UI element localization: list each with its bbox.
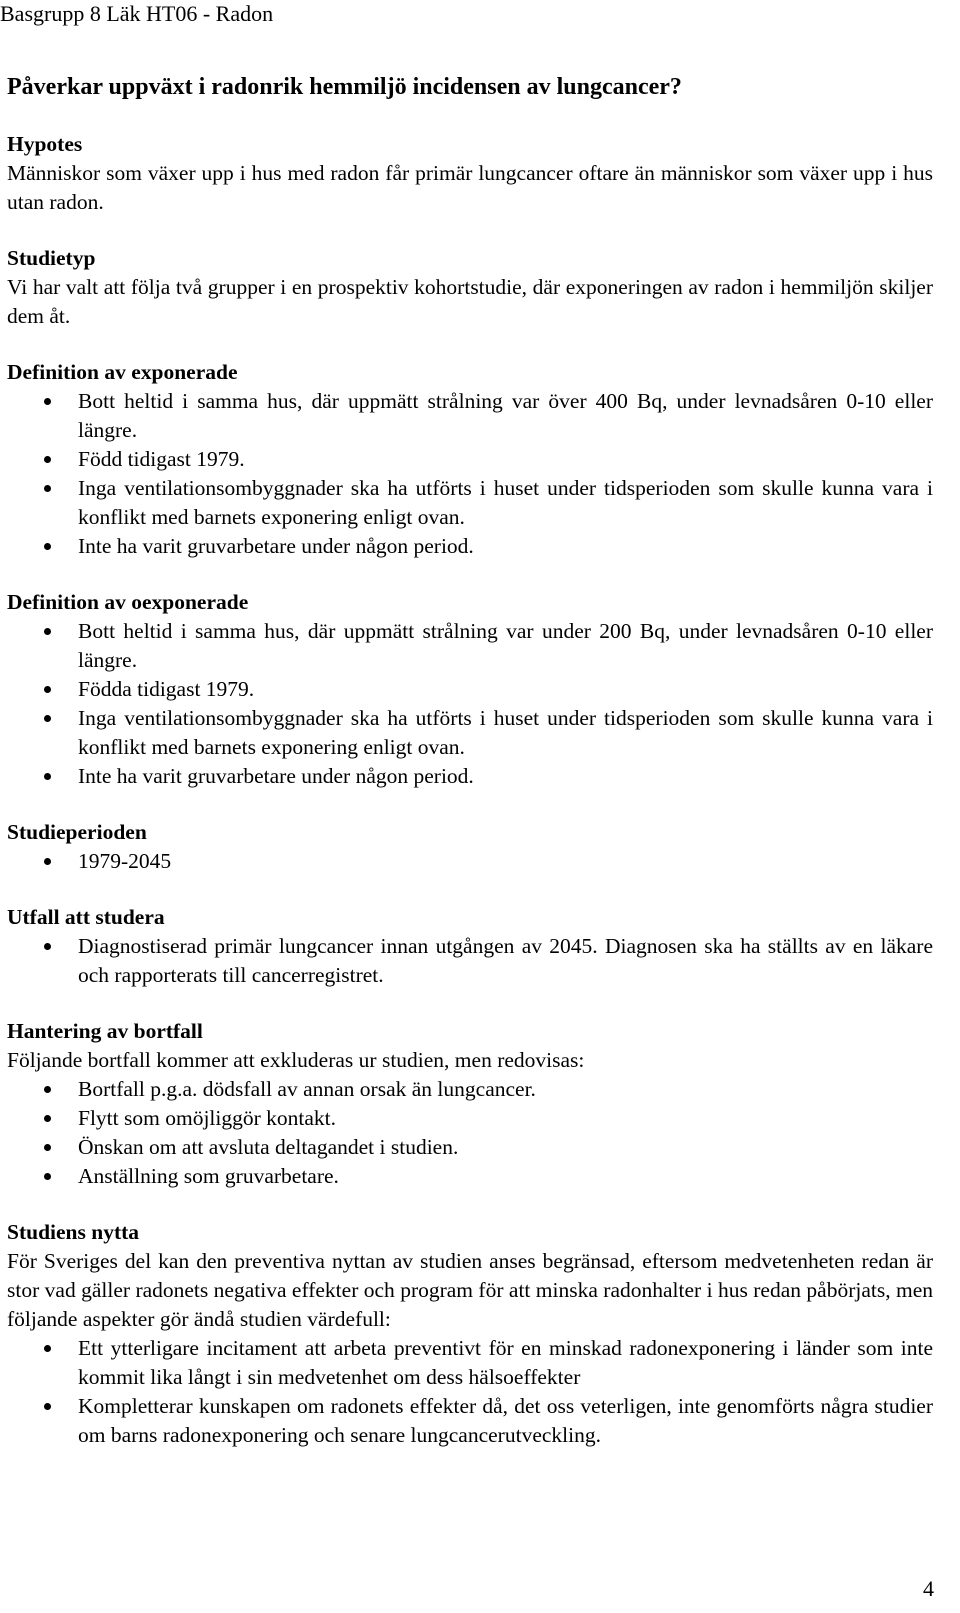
list-item-text: 1979-2045 [78, 849, 172, 873]
section-heading: Studietyp [7, 246, 96, 270]
bullet-list [7, 847, 933, 876]
bullet-list [7, 932, 933, 990]
list-item-text: Inga ventilationsombyggnader ska ha utförts i huset under tidsperioden som skulle kunna vara i konflikt med barnets exponering enligt ovan. [78, 476, 933, 529]
list-item [7, 474, 933, 532]
section-utfall [7, 903, 933, 990]
bullet-icon [44, 456, 51, 463]
section-paragraph: Människor som växer upp i hus med radon får primär lungcancer oftare än människor som växer upp i hus utan radon. [7, 161, 933, 214]
list-item-text: Inte ha varit gruvarbetare under någon period. [78, 534, 474, 558]
list-item-text: Inte ha varit gruvarbetare under någon period. [78, 764, 474, 788]
list-item-text: Bortfall p.g.a. dödsfall av annan orsak än lungcancer. [78, 1077, 536, 1101]
section-nytta [7, 1218, 933, 1450]
list-item [7, 445, 933, 474]
bullet-icon [44, 485, 51, 492]
list-item-text: Född tidigast 1979. [78, 447, 245, 471]
section-hypotes [7, 130, 933, 217]
bullet-icon [44, 1403, 51, 1410]
page-header: Basgrupp 8 Läk HT06 - Radon [0, 1, 274, 26]
section-paragraph: Följande bortfall kommer att exkluderas ur studien, men redovisas: [7, 1048, 585, 1072]
list-item [7, 617, 933, 675]
list-item-text: Kompletterar kunskapen om radonets effekter då, det oss veterligen, inte genomförts några studier om barns radonexponering och senare lungcancerutveckling. [78, 1394, 933, 1447]
list-item [7, 1392, 933, 1450]
list-item-text: Anställning som gruvarbetare. [78, 1164, 339, 1188]
bullet-list [7, 1075, 933, 1191]
section-heading: Hypotes [7, 132, 83, 156]
section-paragraph: Vi har valt att följa två grupper i en prospektiv kohortstudie, där exponeringen av radon i hemmiljön skiljer dem åt. [7, 275, 933, 328]
page-number: 4 [923, 1576, 934, 1601]
list-item [7, 1334, 933, 1392]
bullet-icon [44, 543, 51, 550]
section-studieperioden [7, 818, 933, 876]
bullet-icon [44, 1345, 51, 1352]
section-bortfall [7, 1017, 933, 1191]
bullet-icon [44, 686, 51, 693]
bullet-icon [44, 943, 51, 950]
section-paragraph: För Sveriges del kan den preventiva nyttan av studien anses begränsad, eftersom medvetenheten redan är stor vad gäller radonets negativa effekter och program för att minska radonhalter i hus redan påbörjats, men följande aspekter gör ändå studien värdefull: [7, 1249, 933, 1331]
bullet-icon [44, 1173, 51, 1180]
section-heading: Studiens nytta [7, 1220, 140, 1244]
bullet-list [7, 1334, 933, 1450]
section-heading: Definition av exponerade [7, 360, 238, 384]
bullet-icon [44, 773, 51, 780]
list-item-text: Bott heltid i samma hus, där uppmätt strålning var över 400 Bq, under levnadsåren 0-10 eller längre. [78, 389, 933, 442]
list-item [7, 675, 933, 704]
bullet-list [7, 387, 933, 561]
list-item-text: Inga ventilationsombyggnader ska ha utförts i huset under tidsperioden som skulle kunna vara i konflikt med barnets exponering enligt ovan. [78, 706, 933, 759]
section-exponerade [7, 358, 933, 561]
list-item [7, 387, 933, 445]
list-item-text: Bott heltid i samma hus, där uppmätt strålning var under 200 Bq, under levnadsåren 0-10 eller längre. [78, 619, 933, 672]
list-item-text: Födda tidigast 1979. [78, 677, 255, 701]
list-item [7, 932, 933, 990]
section-studietyp [7, 244, 933, 331]
section-heading: Hantering av bortfall [7, 1019, 203, 1043]
bullet-icon [44, 715, 51, 722]
list-item-text: Önskan om att avsluta deltagandet i studien. [78, 1135, 459, 1159]
section-heading: Definition av oexponerade [7, 590, 249, 614]
list-item [7, 704, 933, 762]
list-item [7, 1075, 933, 1104]
bullet-icon [44, 628, 51, 635]
list-item-text: Flytt som omöjliggör kontakt. [78, 1106, 337, 1130]
document-title: Påverkar uppväxt i radonrik hemmiljö incidensen av lungcancer? [7, 74, 682, 100]
section-heading: Utfall att studera [7, 905, 165, 929]
list-item-text: Ett ytterligare incitament att arbeta preventivt för en minskad radonexponering i länder som inte kommit lika långt i sin medvetenhet om dess hälsoeffekter [78, 1336, 933, 1389]
bullet-icon [44, 1115, 51, 1122]
section-heading: Studieperioden [7, 820, 147, 844]
bullet-icon [44, 398, 51, 405]
bullet-icon [44, 1144, 51, 1151]
list-item [7, 1104, 933, 1133]
list-item [7, 1133, 933, 1162]
document-body [7, 130, 933, 1450]
list-item [7, 532, 933, 561]
list-item [7, 847, 933, 876]
list-item [7, 762, 933, 791]
bullet-icon [44, 858, 51, 865]
section-oexponerade [7, 588, 933, 791]
bullet-icon [44, 1086, 51, 1093]
bullet-list [7, 617, 933, 791]
list-item-text: Diagnostiserad primär lungcancer innan utgången av 2045. Diagnosen ska ha ställts av en läkare och rapporterats till cancerregistret. [78, 934, 933, 987]
list-item [7, 1162, 933, 1191]
